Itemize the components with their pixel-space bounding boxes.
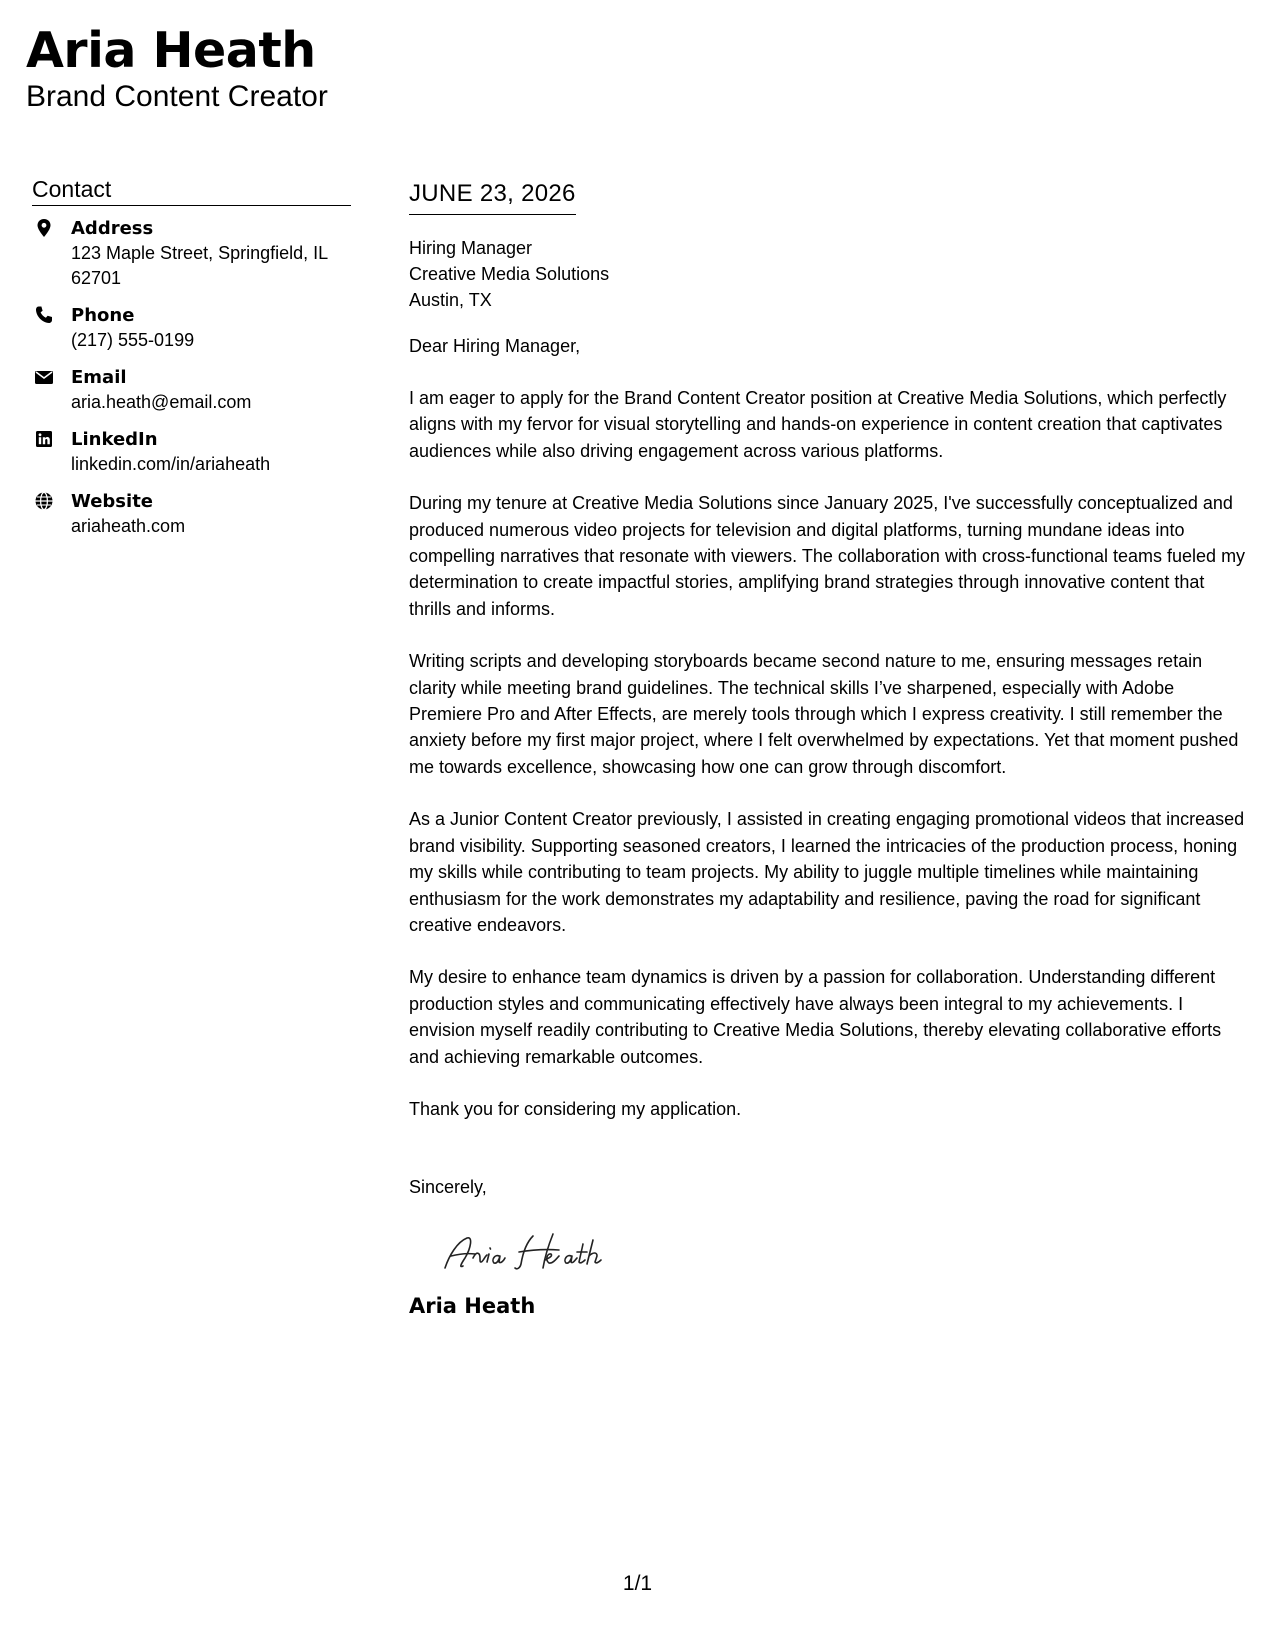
salutation: Dear Hiring Manager,: [409, 336, 581, 356]
letter-paragraph: Thank you for considering my application.: [409, 1098, 742, 1119]
applicant-title: Brand Content Creator: [26, 80, 328, 113]
signer-name: Aria Heath: [409, 1294, 536, 1319]
phone-icon: [34, 305, 54, 325]
contact-website: [32, 489, 351, 539]
contact-email: [32, 365, 351, 415]
contact-linkedin: [32, 427, 351, 477]
contact-heading: Contact: [32, 174, 351, 206]
contact-label-email: Email: [71, 367, 127, 388]
recipient-line: Austin, TX: [409, 290, 492, 310]
contact-value-address: 123 Maple Street, Springfield, IL 62701: [71, 243, 328, 288]
contact-label-address: Address: [71, 218, 154, 239]
letter-paragraph: Writing scripts and developing storyboards became second nature to me, ensuring messages retain clarity while meeting brand guidelines. The technical skills I’ve sharpened, especially with Adobe Premiere Pro and After Effects, are merely tools through which I express creativity. I still remember the anxiety before my first major project, where I felt overwhelmed by expectations. Yet that moment pushed me towards excellence, showcasing how one can grow through discomfort.: [409, 651, 1239, 777]
letter-paragraph: As a Junior Content Creator previously, I assisted in creating engaging promotional videos that increased brand visibility. Supporting seasoned creators, I learned the intricacies of the production process, honing my skills while contributing to team projects. My ability to juggle multiple timelines while maintaining enthusiasm for the work demonstrates my adaptability and resilience, paving the road for significant creative endeavors.: [409, 809, 1245, 935]
envelope-icon: [34, 367, 54, 387]
letter-paragraph: I am eager to apply for the Brand Content Creator position at Creative Media Solutions, which perfectly aligns with my fervor for visual storytelling and hands-on experience in content creation that captivates audiences while also driving engagement across various platforms.: [409, 388, 1227, 461]
letter-paragraph: During my tenure at Creative Media Solutions since January 2025, I've successfully conceptualized and produced numerous video projects for television and digital platforms, turning mundane ideas into compelling narratives that resonate with viewers. The collaboration with cross-functional teams fueled my determination to create impactful stories, amplifying brand strategies through innovative content that thrills and informs.: [409, 493, 1246, 619]
contact-value-linkedin[interactable]: linkedin.com/in/ariaheath: [71, 454, 271, 474]
contact-value-phone: (217) 555-0199: [71, 330, 195, 350]
handwritten-signature: [441, 1228, 641, 1278]
closing: Sincerely,: [409, 1177, 487, 1198]
recipient-line: Creative Media Solutions: [409, 264, 610, 284]
letter-paragraph: My desire to enhance team dynamics is driven by a passion for collaboration. Understanding different production styles and communicating effectively have always been integral to my achievements. I envision myself readily contributing to Creative Media Solutions, thereby elevating collaborative efforts and achieving remarkable outcomes.: [409, 967, 1222, 1067]
contact-label-phone: Phone: [71, 305, 135, 326]
map-pin-icon: [34, 218, 54, 238]
contact-phone: [32, 303, 351, 353]
recipient-line: Hiring Manager: [409, 238, 533, 258]
recipient-block: [409, 235, 1249, 313]
page-number: 1/1: [622, 1572, 653, 1595]
letter-date: JUNE 23, 2026: [409, 178, 576, 215]
linkedin-icon: [34, 429, 54, 449]
contact-value-email[interactable]: aria.heath@email.com: [71, 392, 252, 412]
contact-value-website[interactable]: ariaheath.com: [71, 516, 186, 536]
contact-label-website: Website: [71, 491, 154, 512]
contact-sidebar: [32, 174, 351, 551]
header: [26, 22, 328, 114]
contact-label-linkedin: LinkedIn: [71, 429, 158, 450]
contact-address: [32, 216, 351, 291]
globe-icon: [34, 491, 54, 511]
letter-body: [409, 178, 1249, 1320]
applicant-name: Aria Heath: [26, 22, 316, 79]
